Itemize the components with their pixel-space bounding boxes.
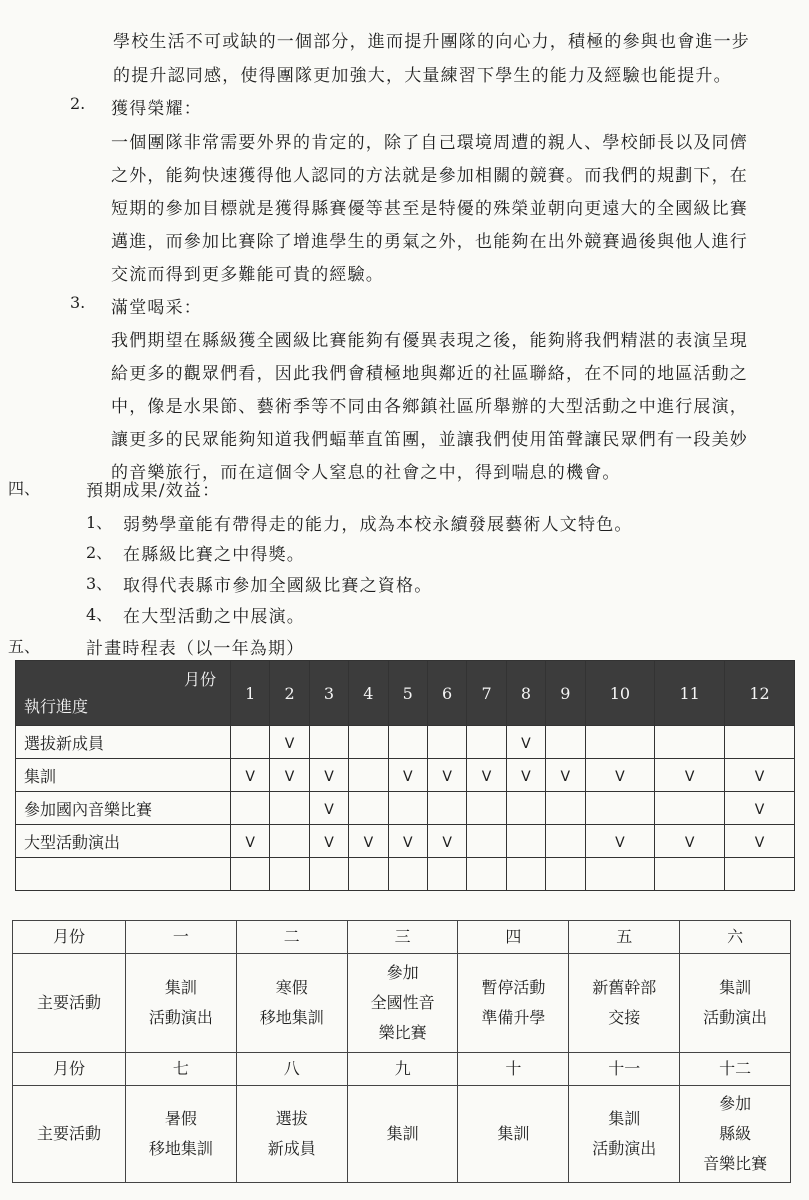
schedule-cell	[655, 759, 725, 792]
schedule-cell	[585, 726, 655, 759]
schedule-cell	[270, 759, 309, 792]
paragraph-line: 我們期望在縣級獲全國級比賽能夠有優異表現之後，能夠將我們精湛的表演呈現	[111, 331, 748, 351]
schedule-cell	[585, 825, 655, 858]
schedule-cell	[309, 759, 348, 792]
section-title: 計畫時程表（以一年為期）	[86, 639, 305, 659]
schedule-cell	[467, 759, 506, 792]
schedule-cell	[231, 858, 270, 891]
activity-line: 集訓	[164, 978, 197, 997]
schedule-cell	[270, 726, 309, 759]
check-mark: V	[560, 768, 571, 785]
check-mark: V	[481, 768, 492, 785]
activity-cell	[126, 954, 237, 1053]
activity-line: 活動演出	[148, 1008, 213, 1027]
activity-cell	[236, 954, 347, 1053]
month-cell: 九	[347, 1053, 458, 1086]
schedule-cell	[309, 825, 348, 858]
schedule-cell	[506, 825, 545, 858]
schedule-row-label: 選拔新成員	[16, 726, 231, 759]
month-cell: 十	[458, 1053, 569, 1086]
activity-line: 新成員	[267, 1139, 316, 1158]
month-cell: 二	[236, 921, 347, 954]
schedule-row-label: 集訓	[16, 759, 231, 792]
activity-cell	[236, 1086, 347, 1183]
month-cell: 七	[126, 1053, 237, 1086]
paragraph-line: 給更多的觀眾們看，因此我們會積極地與鄰近的社區聯絡，在不同的地區活動之	[111, 364, 748, 384]
month-cell: 十二	[680, 1053, 791, 1086]
check-mark: V	[521, 735, 531, 752]
month-header: 5	[388, 661, 427, 726]
check-mark: V	[363, 834, 374, 851]
schedule-cell	[725, 726, 795, 759]
activity-line: 集訓	[386, 1124, 419, 1143]
month-header: 3	[309, 661, 348, 726]
schedule-cell	[506, 726, 545, 759]
activity-line: 集訓	[497, 1124, 530, 1143]
schedule-cell	[655, 792, 725, 825]
item-title: 獲得榮耀：	[111, 99, 202, 119]
schedule-row-label: 參加國內音樂比賽	[16, 792, 231, 825]
section-title: 預期成果/效益：	[86, 481, 221, 501]
progress-header-label: 執行進度	[24, 697, 89, 716]
schedule-cell	[427, 858, 466, 891]
schedule-cell	[349, 825, 388, 858]
schedule-cell	[506, 759, 545, 792]
month-header: 4	[349, 661, 388, 726]
month-header: 12	[725, 661, 795, 726]
schedule-cell	[585, 858, 655, 891]
schedule-cell	[309, 726, 348, 759]
month-cell: 五	[569, 921, 680, 954]
list-item: 在大型活動之中展演。	[123, 607, 305, 627]
month-header: 8	[506, 661, 545, 726]
schedule-cell	[725, 858, 795, 891]
check-mark: V	[684, 768, 695, 785]
activity-line: 集訓	[608, 1109, 641, 1128]
activity-cell	[569, 1086, 680, 1183]
schedule-cell	[349, 759, 388, 792]
activity-line: 音樂比賽	[703, 1154, 768, 1173]
schedule-row	[16, 825, 795, 858]
activity-line: 暑假	[164, 1109, 197, 1128]
activity-cell	[680, 1086, 791, 1183]
activity-row-label: 主要活動	[13, 1086, 126, 1183]
paragraph-line: 交流而得到更多難能可貴的經驗。	[111, 265, 384, 285]
paragraph-line: 的音樂旅行，而在這個令人窒息的社會之中，得到喘息的機會。	[111, 463, 621, 483]
schedule-cell	[231, 792, 270, 825]
month-cell: 八	[236, 1053, 347, 1086]
schedule-cell	[270, 792, 309, 825]
schedule-cell	[349, 726, 388, 759]
activity-cell	[569, 954, 680, 1053]
activity-row-label: 主要活動	[13, 954, 126, 1053]
activity-line: 參加	[719, 1094, 752, 1113]
month-header: 6	[427, 661, 466, 726]
schedule-cell	[725, 792, 795, 825]
paragraph-line: 學校生活不可或缺的一個部分，進而提升團隊的向心力，積極的參與也會進一步	[113, 32, 750, 52]
list-item: 取得代表縣市參加全國級比賽之資格。	[123, 576, 433, 596]
month-header: 2	[270, 661, 309, 726]
schedule-cell	[388, 759, 427, 792]
activity-line: 移地集訓	[259, 1008, 324, 1027]
schedule-cell	[655, 825, 725, 858]
schedule-cell	[427, 759, 466, 792]
month-header: 10	[585, 661, 655, 726]
activity-cell	[458, 954, 569, 1053]
schedule-cell	[349, 792, 388, 825]
schedule-cell	[725, 825, 795, 858]
schedule-cell	[270, 858, 309, 891]
activity-line: 參加	[386, 963, 419, 982]
schedule-cell	[506, 792, 545, 825]
check-mark: V	[754, 768, 765, 785]
check-mark: V	[245, 834, 255, 851]
schedule-cell	[427, 726, 466, 759]
schedule-cell	[309, 792, 348, 825]
schedule-cell	[427, 792, 466, 825]
activity-cell	[347, 1086, 458, 1183]
schedule-corner-header	[16, 661, 231, 726]
schedule-cell	[655, 858, 725, 891]
paragraph-line: 之外，能夠快速獲得他人認同的方法就是參加相關的競賽。而我們的規劃下，在	[111, 166, 748, 186]
check-mark: V	[442, 834, 452, 851]
activity-cell	[458, 1086, 569, 1183]
schedule-cell	[467, 825, 506, 858]
month-header: 9	[546, 661, 585, 726]
schedule-cell	[427, 825, 466, 858]
schedule-cell	[231, 825, 270, 858]
paragraph-line: 的提升認同感，使得團隊更加強大，大量練習下學生的能力及經驗也能提升。	[113, 66, 732, 86]
schedule-cell	[546, 726, 585, 759]
activity-line: 樂比賽	[378, 1023, 427, 1042]
month-header: 11	[655, 661, 725, 726]
list-item: 在縣級比賽之中得獎。	[123, 545, 305, 565]
schedule-cell	[309, 858, 348, 891]
item-number: 3.	[70, 293, 86, 312]
check-mark: V	[754, 801, 765, 818]
schedule-cell	[467, 858, 506, 891]
schedule-cell	[231, 759, 270, 792]
check-mark: V	[615, 834, 625, 851]
activity-line: 全國性音	[370, 993, 435, 1012]
schedule-cell	[655, 726, 725, 759]
activity-cell	[347, 954, 458, 1053]
schedule-cell	[388, 792, 427, 825]
paragraph-line: 邁進，而參加比賽除了增進學生的勇氣之外，也能夠在出外競賽過後與他人進行	[111, 232, 748, 252]
check-mark: V	[521, 768, 531, 785]
schedule-cell	[467, 726, 506, 759]
month-row-label: 月份	[13, 1053, 126, 1086]
schedule-cell	[349, 858, 388, 891]
schedule-cell	[388, 825, 427, 858]
monthly-activity-table	[12, 920, 791, 1183]
list-number: 2、	[86, 543, 113, 562]
activity-line: 縣級	[719, 1124, 752, 1143]
check-mark: V	[754, 834, 765, 851]
activity-line: 新舊幹部	[592, 978, 657, 997]
paragraph-line: 讓更多的民眾能夠知道我們蝠華直笛團，並讓我們使用笛聲讓民眾們有一段美妙	[111, 430, 748, 450]
activity-line: 活動演出	[592, 1139, 657, 1158]
check-mark: V	[324, 801, 334, 818]
check-mark: V	[442, 768, 452, 785]
schedule-row	[16, 759, 795, 792]
check-mark: V	[615, 768, 625, 785]
schedule-row-label: 大型活動演出	[16, 825, 231, 858]
schedule-row	[16, 792, 795, 825]
activity-line: 交接	[608, 1008, 641, 1027]
section-number: 五、	[8, 637, 41, 656]
check-mark: V	[324, 834, 334, 851]
month-header-label: 月份	[183, 670, 216, 689]
schedule-table	[15, 660, 795, 891]
section-number: 四、	[8, 479, 41, 498]
schedule-cell	[546, 858, 585, 891]
month-row-label: 月份	[13, 921, 126, 954]
activity-line: 暫停活動	[481, 978, 546, 997]
schedule-cell	[585, 792, 655, 825]
activity-line: 準備升學	[481, 1008, 546, 1027]
month-header: 1	[231, 661, 270, 726]
activity-line: 集訓	[719, 978, 752, 997]
activity-cell	[680, 954, 791, 1053]
paragraph-line: 短期的參加目標就是獲得縣賽優等甚至是特優的殊榮並朝向更遠大的全國級比賽	[111, 199, 748, 219]
schedule-row	[16, 726, 795, 759]
paragraph-line: 中，像是水果節、藝術季等不同由各鄉鎮社區所舉辦的大型活動之中進行展演，	[111, 397, 748, 417]
month-header: 7	[467, 661, 506, 726]
month-cell: 十一	[569, 1053, 680, 1086]
schedule-cell	[467, 792, 506, 825]
list-number: 1、	[86, 513, 113, 532]
check-mark: V	[284, 735, 295, 752]
item-title: 滿堂喝采：	[111, 298, 202, 318]
schedule-cell	[388, 858, 427, 891]
check-mark: V	[245, 768, 255, 785]
check-mark: V	[402, 768, 413, 785]
month-cell: 三	[347, 921, 458, 954]
schedule-cell	[388, 726, 427, 759]
schedule-cell	[585, 759, 655, 792]
list-item: 弱勢學童能有帶得走的能力，成為本校永續發展藝術人文特色。	[123, 515, 633, 535]
schedule-row-label	[16, 858, 231, 891]
month-cell: 一	[126, 921, 237, 954]
schedule-cell	[546, 825, 585, 858]
schedule-cell	[546, 792, 585, 825]
month-cell: 六	[680, 921, 791, 954]
activity-line: 選拔	[275, 1109, 308, 1128]
check-mark: V	[284, 768, 295, 785]
month-cell: 四	[458, 921, 569, 954]
activity-line: 活動演出	[703, 1008, 768, 1027]
schedule-row	[16, 858, 795, 891]
schedule-cell	[546, 759, 585, 792]
item-number: 2.	[70, 94, 86, 113]
check-mark: V	[684, 834, 695, 851]
list-number: 3、	[86, 574, 113, 593]
check-mark: V	[402, 834, 413, 851]
schedule-cell	[231, 726, 270, 759]
activity-line: 移地集訓	[148, 1139, 213, 1158]
paragraph-line: 一個團隊非常需要外界的肯定的，除了自己環境周遭的親人、學校師長以及同儕	[111, 133, 748, 153]
activity-cell	[126, 1086, 237, 1183]
activity-line: 寒假	[275, 978, 308, 997]
list-number: 4、	[86, 605, 113, 624]
schedule-cell	[725, 759, 795, 792]
check-mark: V	[324, 768, 334, 785]
schedule-cell	[270, 825, 309, 858]
schedule-cell	[506, 858, 545, 891]
